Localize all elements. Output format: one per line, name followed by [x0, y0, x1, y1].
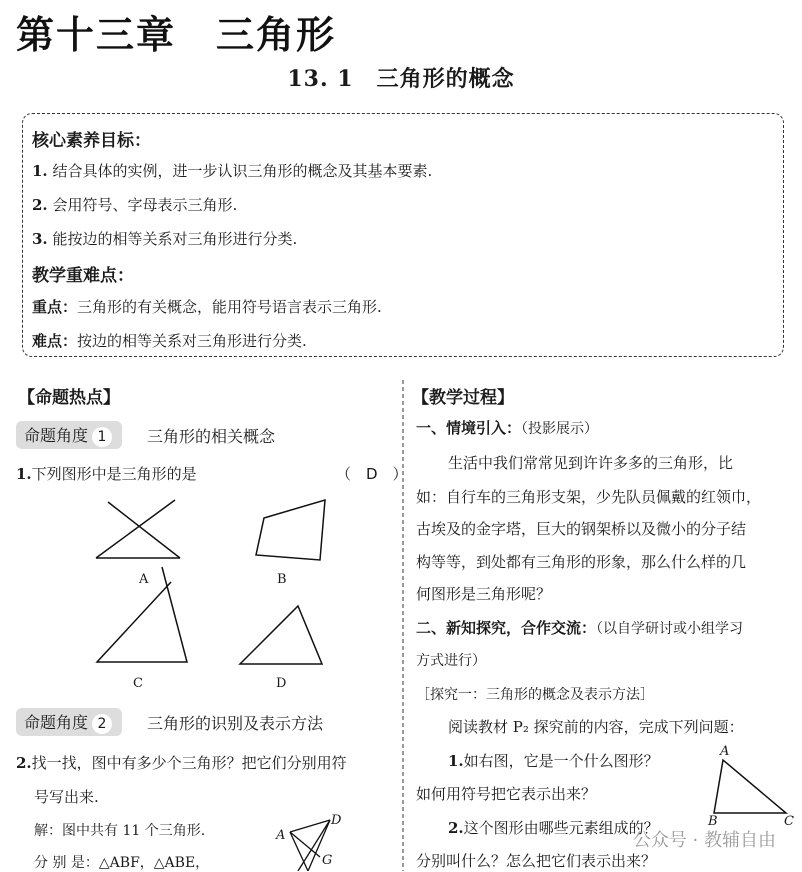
step-2-label: 二、新知探究，合作交流： — [416, 619, 597, 637]
question-number: 2. — [448, 819, 464, 837]
key-difficult-heading: 教学重难点： — [32, 266, 134, 286]
question-number: 1. — [16, 465, 32, 483]
goal-item — [32, 160, 432, 181]
figure-a — [96, 500, 180, 558]
difficult-point-label: 难点： — [32, 332, 78, 350]
question-text: 如右图，它是一个什么图形？ — [463, 752, 659, 770]
figure-b — [256, 500, 325, 560]
question-1 — [16, 463, 197, 484]
q2-label-a: A — [276, 828, 286, 843]
goal-item-text: 会用符号、字母表示三角形. — [52, 196, 238, 214]
goal-item-number: 3. — [32, 230, 48, 248]
goal-item-number: 1. — [32, 162, 48, 180]
question-2-line-2: 号写出来. — [34, 788, 99, 806]
figure-d — [240, 606, 322, 664]
para-line: 古埃及的金字塔，巨大的钢架桥以及微小的分子结 — [416, 520, 747, 538]
step-1 — [416, 417, 598, 438]
step-1-label: 一、情境引入： — [416, 419, 522, 437]
watermark: 公众号 · 教辅自由 — [632, 830, 776, 851]
goal-item-text: 能按边的相等关系对三角形进行分类. — [52, 230, 298, 248]
question-text: 找一找，图中有多少个三角形？把它们分别用符 — [31, 754, 347, 772]
angle-tag-2 — [16, 708, 122, 736]
teaching-process-heading: 【教学过程】 — [412, 388, 514, 408]
para-line: 构等等，到处都有三角形的形象，那么什么样的几 — [416, 553, 747, 571]
triangle-label-a: A — [720, 744, 730, 759]
difficult-point — [32, 330, 307, 351]
goal-item-text: 结合具体的实例，进一步认识三角形的概念及其基本要素. — [52, 162, 433, 180]
solution-line-2: 分 别 是：△ABF，△ABE， — [34, 855, 210, 871]
triangle-label-b: B — [708, 814, 718, 829]
figure-label-b: B — [277, 572, 287, 587]
step-2-note: （以自学研讨或小组学习 — [596, 621, 744, 637]
question-number: 1. — [448, 752, 464, 770]
figure-label-d: D — [276, 676, 287, 691]
difficult-point-text: 按边的相等关系对三角形进行分类. — [77, 332, 307, 350]
figure-label-a: A — [139, 572, 149, 587]
column-divider — [402, 380, 404, 871]
key-point-label: 重点： — [32, 298, 78, 316]
angle-number: 2 — [92, 714, 112, 734]
hot-topics-heading: 【命题热点】 — [18, 388, 120, 408]
chapter-title: 第十三章 三角形 — [16, 13, 337, 57]
read-instruction: 阅读教材 P₂ 探究前的内容，完成下列问题： — [448, 718, 744, 736]
para-line: 如：自行车的三角形支架，少先队员佩戴的红领巾， — [416, 488, 762, 506]
key-point — [32, 296, 382, 317]
key-point-text: 三角形的有关概念，能用符号语言表示三角形. — [77, 298, 382, 316]
step-2 — [416, 617, 743, 638]
question-text: 这个图形由哪些元素组成的？ — [463, 819, 659, 837]
triangle-label-c: C — [784, 814, 794, 829]
answer-1: （ D ） — [336, 465, 408, 483]
step-2-note-cont: 方式进行） — [416, 653, 486, 669]
q1-figures — [0, 490, 400, 700]
right-question-1 — [448, 750, 659, 771]
goal-item — [32, 228, 297, 249]
angle-tag-label: 命题角度 2 — [16, 708, 122, 736]
explore-1-heading: ［探究一：三角形的概念及表示方法］ — [416, 687, 654, 703]
right-question-2-cont: 分别叫什么？怎么把它们表示出来？ — [416, 852, 657, 870]
question-2-line-1 — [16, 752, 347, 773]
angle-number: 1 — [92, 427, 112, 447]
question-number: 2. — [16, 754, 32, 772]
q2-label-d: D — [331, 813, 342, 828]
figure-label-c: C — [133, 676, 143, 691]
angle-tag-label: 命题角度 1 — [16, 421, 122, 449]
section-title: 13. 1 三角形的概念 — [287, 66, 515, 92]
core-goals-heading: 核心素养目标： — [32, 131, 151, 151]
goal-item-number: 2. — [32, 196, 48, 214]
step-1-note: （投影展示） — [521, 421, 599, 437]
triangle-abc — [700, 750, 800, 820]
right-question-1-cont: 如何用符号把它表示出来？ — [416, 785, 597, 803]
para-line: 何图形是三角形呢？ — [416, 585, 552, 603]
q2-label-g: G — [322, 853, 333, 868]
angle-tag-1 — [16, 421, 122, 449]
angle-title-1: 三角形的相关概念 — [147, 427, 276, 446]
solution-line-1: 解：图中共有 11 个三角形. — [34, 823, 206, 839]
goal-item — [32, 194, 237, 215]
right-question-2 — [448, 817, 659, 838]
angle-title-2: 三角形的识别及表示方法 — [147, 714, 324, 733]
para-line: 生活中我们常常见到许许多多的三角形，比 — [448, 454, 734, 472]
question-text: 下列图形中是三角形的是 — [31, 465, 197, 483]
